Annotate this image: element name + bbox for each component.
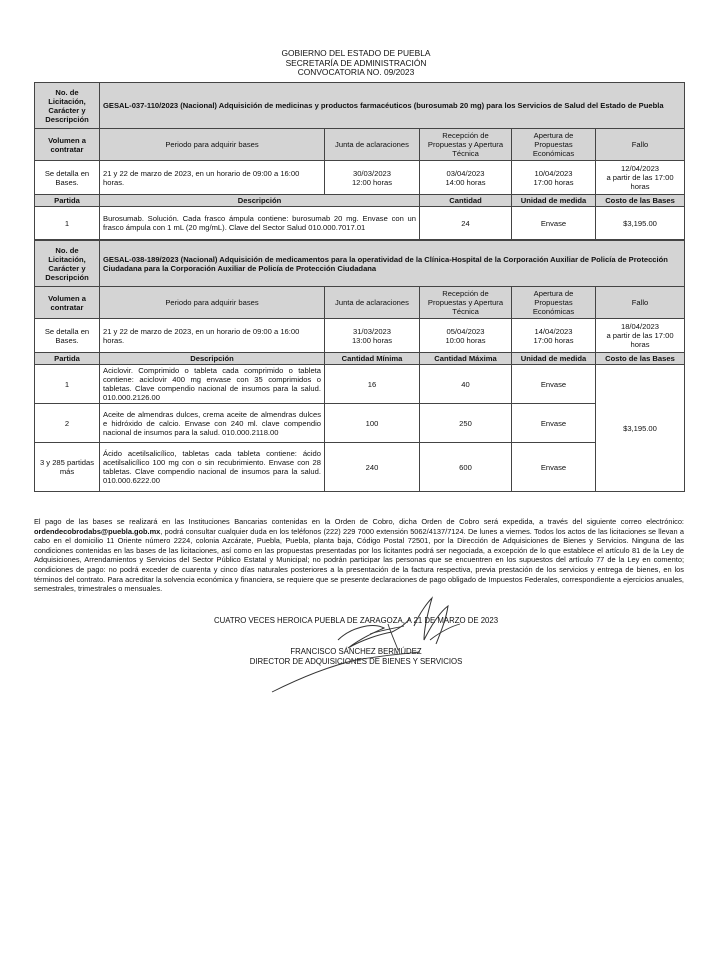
partida-header: Partida: [35, 195, 100, 207]
licitacion-1-title: GESAL-037-110/2023 (Nacional) Adquisición de medicinas y productos farmacéuticos (burosumab 20 mg) para los Servicios de Salud del Estado de Puebla: [100, 83, 685, 129]
recepcion-value: 03/04/2023 14:00 horas: [420, 161, 512, 195]
document-header: [0, 49, 712, 78]
apertura-header: Apertura de Propuestas Económicas: [512, 287, 596, 319]
junta-header: Junta de aclaraciones: [325, 129, 420, 161]
partida-cantidad-minima: 100: [325, 404, 420, 443]
apertura-value: 10/04/2023 17:00 horas: [512, 161, 596, 195]
partida-cantidad-maxima: 40: [420, 365, 512, 404]
recepcion-header: Recepción de Propuestas y Apertura Técnica: [420, 287, 512, 319]
partida-unidad: Envase: [512, 404, 596, 443]
costo-bases-value: $3,195.00: [596, 365, 685, 492]
cantidad-maxima-header: Cantidad Máxima: [420, 353, 512, 365]
partida-cantidad-minima: 240: [325, 443, 420, 492]
licitacion-2-table: [34, 240, 685, 492]
signatory-block: [0, 647, 712, 666]
apertura-value: 14/04/2023 17:00 horas: [512, 319, 596, 353]
partida-description: Aciclovir. Comprimido o tableta cada comprimido o tableta contiene: aciclovir 400 mg envase con 35 comprimidos o tabletas. Clave compendio nacional de insumos para la salud. 010.000.2126.00: [100, 365, 325, 404]
order-email-link[interactable]: ordendecobrodabs@puebla.gob.mx: [34, 526, 161, 536]
periodo-header: Periodo para adquirir bases: [100, 129, 325, 161]
partida-number: 1: [35, 365, 100, 404]
secretariat-name: SECRETARÍA DE ADMINISTRACIÓN: [285, 57, 427, 68]
descripcion-header: Descripción: [100, 195, 420, 207]
partida-description: Ácido acetilsalicílico, tabletas cada tableta contiene: ácido acetilsalicílico 100 mg con o sin recubrimiento. Envase con 28 tabletas. Clave compendio nacional de insumos para la salud. 010.000.6222.00: [100, 443, 325, 492]
partida-cantidad-minima: 16: [325, 365, 420, 404]
fallo-value: 12/04/2023 a partir de las 17:00 horas: [596, 161, 685, 195]
partida-unidad: Envase: [512, 207, 596, 240]
volumen-header: Volumen a contratar: [35, 287, 100, 319]
cantidad-minima-header: Cantidad Mínima: [325, 353, 420, 365]
convocatoria-number: CONVOCATORIA NO. 09/2023: [297, 67, 415, 77]
volumen-value: Se detalla en Bases.: [35, 319, 100, 353]
junta-header: Junta de aclaraciones: [325, 287, 420, 319]
recepcion-header: Recepción de Propuestas y Apertura Técnica: [420, 129, 512, 161]
volumen-header: Volumen a contratar: [35, 129, 100, 161]
fallo-header: Fallo: [596, 287, 685, 319]
costo-header: Costo de las Bases: [596, 195, 685, 207]
junta-value: 31/03/2023 13:00 horas: [325, 319, 420, 353]
unidad-header: Unidad de medida: [512, 353, 596, 365]
junta-value: 30/03/2023 12:00 horas: [325, 161, 420, 195]
fallo-value: 18/04/2023 a partir de las 17:00 horas: [596, 319, 685, 353]
paragraph-rest: , podrá consultar cualquier duda en los teléfonos (222) 229 7000 extensión 5062/4137/7124. De lunes a viernes. Todos los actos de las licitaciones se llevan a cabo en el domicilio 11 Oriente número 2224, colonia Azcárate, Puebla, Puebla, planta baja, Código Postal 72501, por la Dirección de Adquisiciones de Bienes y Servicios. Ninguna de las condiciones contenidas en las bases de las licitaciones, así como en las propuestas presentadas por los licitantes podrá ser negociada, a excepción de lo que establece el artículo 81 de la Ley de Adquisiciones, Arrendamientos y Servicios del Sector Público Estatal y Municipal; no podrán participar las personas que se encuentren en los supuestos del artículo 77 de la Ley en comento; condiciones de pago: no podrá exceder de cuarenta y cinco días naturales posteriores a la presentación de la factura respectiva, previa prestación de los servicios y entrega de bienes, en los términos del contrato. Para acreditar la solvencia económica y financiera, se requiere que se presente declaraciones de pago obligado de Impuestos Federales, correspondiente a ejercicios anuales, semestrales, trimestrales o mensuales.: [34, 526, 684, 594]
partida-cantidad-maxima: 600: [420, 443, 512, 492]
partida-description: Burosumab. Solución. Cada frasco ámpula contiene: burosumab 20 mg. Envase con un frasco ámpula con 1 mL (20 mg/mL). Clave del Sector Salud 010.000.7017.01: [100, 207, 420, 240]
signatory-name: FRANCISCO SÁNCHEZ BERMÚDEZ: [290, 647, 422, 656]
apertura-header: Apertura de Propuestas Económicas: [512, 129, 596, 161]
partida-cantidad-maxima: 250: [420, 404, 512, 443]
recepcion-value: 05/04/2023 10:00 horas: [420, 319, 512, 353]
unidad-header: Unidad de medida: [512, 195, 596, 207]
licitacion-2-title: GESAL-038-189/2023 (Nacional) Adquisición de medicamentos para la operatividad de la Clínica-Hospital de la Corporación Auxiliar de Policía de Protección Ciudadana para la Corporación Auxiliar de Policía de Protección Ciudadana: [100, 241, 685, 287]
place-and-date: CUATRO VECES HEROICA PUEBLA DE ZARAGOZA, A 21 DE MARZO DE 2023: [213, 616, 499, 625]
descripcion-header: Descripción: [100, 353, 325, 365]
volumen-value: Se detalla en Bases.: [35, 161, 100, 195]
periodo-value: 21 y 22 de marzo de 2023, en un horario de 09:00 a 16:00 horas.: [100, 161, 325, 195]
partida-unidad: Envase: [512, 443, 596, 492]
partida-number: 2: [35, 404, 100, 443]
partida-description: Aceite de almendras dulces, crema aceite de almendras dulces e hidróxido de calcio. Envase con 240 ml. clave compendio nacional de insumos para la salud. 010.000.2118.00: [100, 404, 325, 443]
periodo-value: 21 y 22 de marzo de 2023, en un horario de 09:00 a 16:00 horas.: [100, 319, 325, 353]
cantidad-header: Cantidad: [420, 195, 512, 207]
licitacion-label: No. de Licitación, Carácter y Descripción: [35, 241, 100, 287]
partida-unidad: Envase: [512, 365, 596, 404]
payment-conditions-paragraph: [34, 517, 684, 594]
periodo-header: Periodo para adquirir bases: [100, 287, 325, 319]
partida-cantidad: 24: [420, 207, 512, 240]
partida-number: 3 y 285 partidas más: [35, 443, 100, 492]
paragraph-intro: El pago de las bases se realizará en las Instituciones Bancarias contenidas en la Orden de Cobro, dicha Orden de Cobro será expedida, a través del siguiente correo electrónico:: [34, 517, 684, 526]
partida-number: 1: [35, 207, 100, 240]
partida-costo: $3,195.00: [596, 207, 685, 240]
licitacion-1-table: [34, 82, 685, 240]
fallo-header: Fallo: [596, 129, 685, 161]
partida-header: Partida: [35, 353, 100, 365]
licitacion-label: No. de Licitación, Carácter y Descripción: [35, 83, 100, 129]
signatory-position: DIRECTOR DE ADQUISICIONES DE BIENES Y SERVICIOS: [249, 656, 463, 666]
costo-header: Costo de las Bases: [596, 353, 685, 365]
government-name: GOBIERNO DEL ESTADO DE PUEBLA: [281, 48, 431, 58]
